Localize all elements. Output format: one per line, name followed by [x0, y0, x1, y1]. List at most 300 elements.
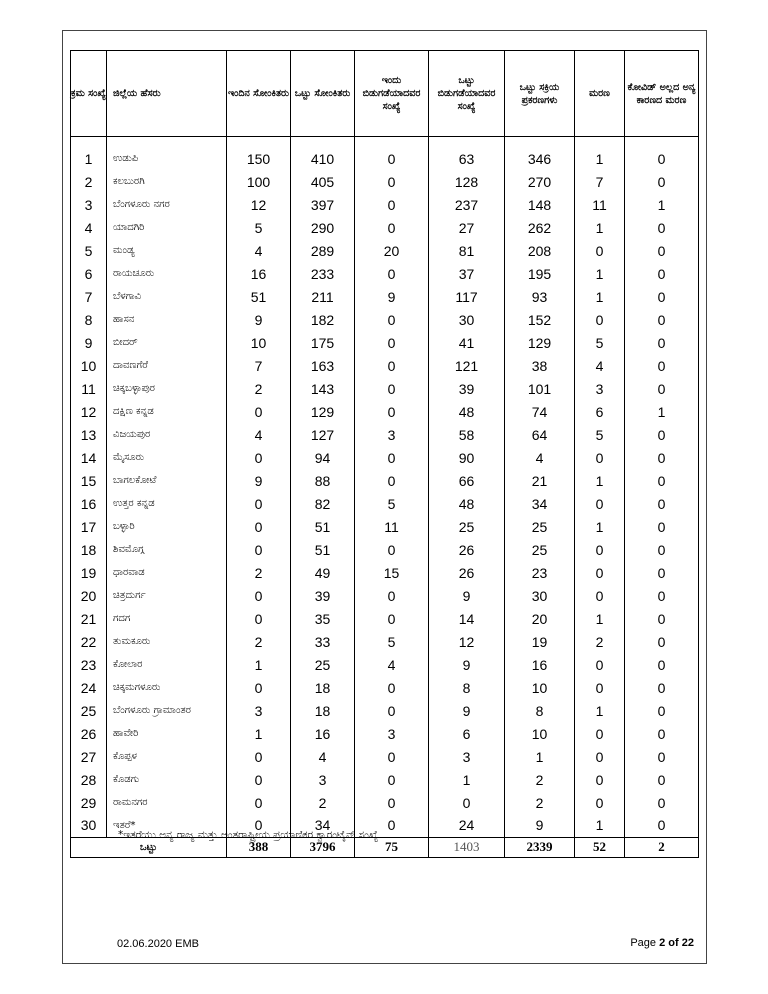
cell-active-cases: 30	[505, 584, 575, 607]
cell-deaths: 7	[575, 170, 625, 193]
cell-active-cases: 1	[505, 745, 575, 768]
cell-non-covid-deaths: 0	[625, 492, 699, 515]
cell-deaths: 6	[575, 400, 625, 423]
cell-total-infected: 39	[291, 584, 355, 607]
cell-total-discharged: 39	[429, 377, 505, 400]
cell-active-cases: 19	[505, 630, 575, 653]
cell-serial: 3	[71, 193, 107, 216]
cell-total-infected: 34	[291, 814, 355, 837]
cell-non-covid-deaths: 0	[625, 791, 699, 814]
cell-serial: 26	[71, 722, 107, 745]
cell-non-covid-deaths: 0	[625, 768, 699, 791]
cell-non-covid-deaths: 0	[625, 377, 699, 400]
table-row	[71, 469, 699, 492]
total-total-infected: 3796	[291, 837, 355, 857]
total-deaths: 52	[575, 837, 625, 857]
cell-today-infected: 0	[227, 745, 291, 768]
cell-district: ಉಡುಪಿ	[107, 147, 227, 170]
cell-deaths: 1	[575, 607, 625, 630]
table-row	[71, 423, 699, 446]
cell-today-infected: 0	[227, 400, 291, 423]
cell-today-discharged: 0	[355, 745, 429, 768]
cell-deaths: 1	[575, 469, 625, 492]
cell-today-discharged: 15	[355, 561, 429, 584]
cell-serial: 8	[71, 308, 107, 331]
cell-deaths: 0	[575, 745, 625, 768]
cell-total-infected: 18	[291, 676, 355, 699]
cell-serial: 22	[71, 630, 107, 653]
cell-serial: 30	[71, 814, 107, 837]
cell-deaths: 4	[575, 354, 625, 377]
header-row	[71, 51, 699, 137]
cell-total-discharged: 25	[429, 515, 505, 538]
header-total-infected: ಒಟ್ಟು ಸೋಂಕಿತರು	[291, 51, 355, 137]
cell-serial: 20	[71, 584, 107, 607]
cell-today-infected: 4	[227, 423, 291, 446]
cell-non-covid-deaths: 0	[625, 308, 699, 331]
cell-total-infected: 94	[291, 446, 355, 469]
cell-non-covid-deaths: 1	[625, 400, 699, 423]
cell-total-infected: 290	[291, 216, 355, 239]
cell-active-cases: 2	[505, 768, 575, 791]
cell-today-discharged: 0	[355, 699, 429, 722]
cell-active-cases: 34	[505, 492, 575, 515]
total-today-discharged: 75	[355, 837, 429, 857]
cell-active-cases: 9	[505, 814, 575, 837]
cell-district: ಮಂಡ್ಯ	[107, 239, 227, 262]
table-row	[71, 492, 699, 515]
cell-serial: 25	[71, 699, 107, 722]
cell-serial: 19	[71, 561, 107, 584]
cell-serial: 5	[71, 239, 107, 262]
cell-today-discharged: 0	[355, 216, 429, 239]
cell-total-discharged: 3	[429, 745, 505, 768]
cell-deaths: 5	[575, 331, 625, 354]
cell-total-discharged: 24	[429, 814, 505, 837]
cell-today-discharged: 0	[355, 768, 429, 791]
cell-total-discharged: 14	[429, 607, 505, 630]
cell-today-infected: 0	[227, 768, 291, 791]
cell-today-infected: 3	[227, 699, 291, 722]
cell-active-cases: 23	[505, 561, 575, 584]
table-row	[71, 262, 699, 285]
cell-deaths: 1	[575, 515, 625, 538]
cell-deaths: 0	[575, 584, 625, 607]
cell-active-cases: 4	[505, 446, 575, 469]
cell-deaths: 1	[575, 699, 625, 722]
cell-total-discharged: 37	[429, 262, 505, 285]
table-row	[71, 699, 699, 722]
cell-deaths: 1	[575, 285, 625, 308]
cell-today-discharged: 3	[355, 423, 429, 446]
cell-active-cases: 10	[505, 722, 575, 745]
header-today-infected: ಇಂದಿನ ಸೋಂಕಿತರು	[227, 51, 291, 137]
cell-active-cases: 262	[505, 216, 575, 239]
cell-serial: 12	[71, 400, 107, 423]
cell-deaths: 1	[575, 147, 625, 170]
cell-active-cases: 129	[505, 331, 575, 354]
table-row	[71, 308, 699, 331]
table-row	[71, 584, 699, 607]
cell-district: ಬೀದರ್	[107, 331, 227, 354]
cell-today-discharged: 0	[355, 377, 429, 400]
cell-today-discharged: 4	[355, 653, 429, 676]
cell-serial: 21	[71, 607, 107, 630]
cell-deaths: 1	[575, 814, 625, 837]
cell-total-infected: 163	[291, 354, 355, 377]
table-row	[71, 722, 699, 745]
cell-district: ಧಾರವಾಡ	[107, 561, 227, 584]
cell-non-covid-deaths: 1	[625, 193, 699, 216]
cell-today-infected: 2	[227, 561, 291, 584]
cell-non-covid-deaths: 0	[625, 653, 699, 676]
footer-page-number	[630, 937, 694, 949]
cell-total-infected: 49	[291, 561, 355, 584]
cell-non-covid-deaths: 0	[625, 676, 699, 699]
cell-total-infected: 175	[291, 331, 355, 354]
table-row	[71, 216, 699, 239]
table-row	[71, 745, 699, 768]
cell-today-infected: 9	[227, 308, 291, 331]
cell-district: ಹಾವೇರಿ	[107, 722, 227, 745]
cell-active-cases: 74	[505, 400, 575, 423]
page-label: Page	[630, 937, 657, 949]
cell-deaths: 11	[575, 193, 625, 216]
page-current: 2	[659, 937, 666, 949]
table-row	[71, 331, 699, 354]
cell-total-discharged: 30	[429, 308, 505, 331]
cell-district: ದಕ್ಷಿಣ ಕನ್ನಡ	[107, 400, 227, 423]
cell-total-discharged: 66	[429, 469, 505, 492]
cell-active-cases: 152	[505, 308, 575, 331]
cell-today-infected: 0	[227, 538, 291, 561]
cell-today-discharged: 0	[355, 262, 429, 285]
cell-deaths: 2	[575, 630, 625, 653]
cell-deaths: 5	[575, 423, 625, 446]
cell-today-discharged: 0	[355, 607, 429, 630]
cell-total-discharged: 121	[429, 354, 505, 377]
cell-non-covid-deaths: 0	[625, 607, 699, 630]
cell-serial: 17	[71, 515, 107, 538]
total-label: ಒಟ್ಟು	[71, 837, 227, 857]
cell-serial: 27	[71, 745, 107, 768]
cell-total-infected: 129	[291, 400, 355, 423]
cell-today-infected: 0	[227, 492, 291, 515]
table-row	[71, 170, 699, 193]
cell-today-infected: 2	[227, 630, 291, 653]
cell-today-discharged: 0	[355, 584, 429, 607]
cell-total-infected: 35	[291, 607, 355, 630]
total-total-discharged: 1403	[429, 837, 505, 857]
cell-non-covid-deaths: 0	[625, 722, 699, 745]
cell-today-discharged: 0	[355, 308, 429, 331]
cell-today-infected: 16	[227, 262, 291, 285]
cell-today-discharged: 0	[355, 791, 429, 814]
cell-total-infected: 3	[291, 768, 355, 791]
cell-active-cases: 21	[505, 469, 575, 492]
cell-total-discharged: 81	[429, 239, 505, 262]
cell-today-discharged: 0	[355, 147, 429, 170]
cell-non-covid-deaths: 0	[625, 216, 699, 239]
total-today-infected: 388	[227, 837, 291, 857]
cell-today-infected: 10	[227, 331, 291, 354]
cell-today-infected: 7	[227, 354, 291, 377]
footer-date: 02.06.2020 EMB	[117, 938, 199, 950]
cell-total-infected: 16	[291, 722, 355, 745]
cell-total-discharged: 1	[429, 768, 505, 791]
cell-deaths: 3	[575, 377, 625, 400]
cell-district: ದಾವಣಗೆರೆ	[107, 354, 227, 377]
header-serial: ಕ್ರಮ ಸಂಖ್ಯೆ	[71, 51, 107, 137]
cell-active-cases: 148	[505, 193, 575, 216]
cell-today-infected: 12	[227, 193, 291, 216]
cell-total-infected: 18	[291, 699, 355, 722]
cell-today-infected: 0	[227, 446, 291, 469]
cell-non-covid-deaths: 0	[625, 745, 699, 768]
cell-deaths: 0	[575, 722, 625, 745]
cell-non-covid-deaths: 0	[625, 561, 699, 584]
cell-serial: 10	[71, 354, 107, 377]
cell-total-infected: 211	[291, 285, 355, 308]
cell-today-discharged: 9	[355, 285, 429, 308]
header-today-discharged: ಇಂದು ಬಿಡುಗಡೆಯಾದವರ ಸಂಖ್ಯೆ	[355, 51, 429, 137]
cell-non-covid-deaths: 0	[625, 239, 699, 262]
cell-total-infected: 405	[291, 170, 355, 193]
cell-active-cases: 64	[505, 423, 575, 446]
table-row	[71, 768, 699, 791]
cell-non-covid-deaths: 0	[625, 423, 699, 446]
district-covid-table	[70, 50, 699, 858]
page-total: 22	[681, 937, 694, 949]
cell-active-cases: 10	[505, 676, 575, 699]
table-row	[71, 630, 699, 653]
cell-active-cases: 25	[505, 538, 575, 561]
cell-today-discharged: 0	[355, 469, 429, 492]
cell-district: ಕೊಪ್ಪಳ	[107, 745, 227, 768]
cell-district: ಯಾದಗಿರಿ	[107, 216, 227, 239]
cell-district: ಬೆಂಗಳೂರು ನಗರ	[107, 193, 227, 216]
cell-total-discharged: 9	[429, 584, 505, 607]
cell-total-discharged: 9	[429, 653, 505, 676]
cell-active-cases: 16	[505, 653, 575, 676]
cell-total-discharged: 48	[429, 492, 505, 515]
cell-serial: 24	[71, 676, 107, 699]
cell-active-cases: 208	[505, 239, 575, 262]
cell-non-covid-deaths: 0	[625, 814, 699, 837]
cell-today-infected: 0	[227, 676, 291, 699]
cell-serial: 28	[71, 768, 107, 791]
table-row	[71, 561, 699, 584]
header-total-discharged: ಒಟ್ಟು ಬಿಡುಗಡೆಯಾದವರ ಸಂಖ್ಯೆ	[429, 51, 505, 137]
cell-today-discharged: 3	[355, 722, 429, 745]
cell-today-infected: 1	[227, 722, 291, 745]
cell-today-discharged: 0	[355, 170, 429, 193]
table-row	[71, 515, 699, 538]
cell-active-cases: 25	[505, 515, 575, 538]
cell-deaths: 0	[575, 538, 625, 561]
spacer-row	[71, 137, 699, 148]
cell-district: ಬೆಳಗಾವಿ	[107, 285, 227, 308]
cell-serial: 23	[71, 653, 107, 676]
cell-total-discharged: 41	[429, 331, 505, 354]
cell-today-discharged: 20	[355, 239, 429, 262]
cell-today-infected: 9	[227, 469, 291, 492]
cell-serial: 13	[71, 423, 107, 446]
table-row	[71, 653, 699, 676]
header-district: ಜಿಲ್ಲೆಯ ಹೆಸರು	[107, 51, 227, 137]
cell-deaths: 0	[575, 446, 625, 469]
cell-total-discharged: 26	[429, 561, 505, 584]
cell-today-infected: 2	[227, 377, 291, 400]
table-row	[71, 193, 699, 216]
table-row	[71, 400, 699, 423]
cell-today-discharged: 0	[355, 193, 429, 216]
cell-total-infected: 397	[291, 193, 355, 216]
cell-total-infected: 88	[291, 469, 355, 492]
cell-total-infected: 51	[291, 538, 355, 561]
cell-today-discharged: 5	[355, 630, 429, 653]
cell-active-cases: 8	[505, 699, 575, 722]
header-deaths: ಮರಣ	[575, 51, 625, 137]
cell-today-infected: 0	[227, 791, 291, 814]
cell-total-infected: 33	[291, 630, 355, 653]
cell-district: ಇತರೆ*	[107, 814, 227, 837]
cell-deaths: 0	[575, 791, 625, 814]
cell-serial: 7	[71, 285, 107, 308]
table-body	[71, 137, 699, 838]
cell-non-covid-deaths: 0	[625, 285, 699, 308]
cell-district: ರಾಮನಗರ	[107, 791, 227, 814]
cell-non-covid-deaths: 0	[625, 331, 699, 354]
cell-non-covid-deaths: 0	[625, 170, 699, 193]
cell-district: ಶಿವಮೊಗ್ಗ	[107, 538, 227, 561]
cell-total-discharged: 6	[429, 722, 505, 745]
cell-total-infected: 25	[291, 653, 355, 676]
cell-today-discharged: 0	[355, 538, 429, 561]
cell-serial: 2	[71, 170, 107, 193]
cell-total-discharged: 237	[429, 193, 505, 216]
cell-active-cases: 2	[505, 791, 575, 814]
cell-today-infected: 100	[227, 170, 291, 193]
cell-total-discharged: 0	[429, 791, 505, 814]
table-row	[71, 791, 699, 814]
cell-active-cases: 93	[505, 285, 575, 308]
cell-total-discharged: 128	[429, 170, 505, 193]
cell-serial: 18	[71, 538, 107, 561]
cell-district: ಗದಗ	[107, 607, 227, 630]
cell-serial: 29	[71, 791, 107, 814]
header-non-covid-deaths: ಕೋವಿಡ್ ಅಲ್ಲದ ಅನ್ಯ ಕಾರಣದ ಮರಣ	[625, 51, 699, 137]
cell-district: ಕೊಡಗು	[107, 768, 227, 791]
cell-total-infected: 51	[291, 515, 355, 538]
cell-total-discharged: 27	[429, 216, 505, 239]
cell-today-infected: 0	[227, 515, 291, 538]
cell-district: ಚಿಕ್ಕಬಳ್ಳಾಪುರ	[107, 377, 227, 400]
cell-district: ಬಳ್ಳಾರಿ	[107, 515, 227, 538]
cell-total-discharged: 12	[429, 630, 505, 653]
cell-district: ಕೋಲಾರ	[107, 653, 227, 676]
table-row	[71, 239, 699, 262]
cell-non-covid-deaths: 0	[625, 446, 699, 469]
table-row	[71, 147, 699, 170]
total-non-covid-deaths: 2	[625, 837, 699, 857]
table-row	[71, 538, 699, 561]
cell-today-infected: 4	[227, 239, 291, 262]
cell-deaths: 0	[575, 653, 625, 676]
cell-non-covid-deaths: 0	[625, 469, 699, 492]
cell-non-covid-deaths: 0	[625, 584, 699, 607]
cell-today-infected: 51	[227, 285, 291, 308]
cell-active-cases: 195	[505, 262, 575, 285]
table-row	[71, 676, 699, 699]
table-row	[71, 446, 699, 469]
cell-total-discharged: 8	[429, 676, 505, 699]
cell-district: ಬಾಗಲಕೋಟೆ	[107, 469, 227, 492]
cell-district: ಉತ್ತರ ಕನ್ನಡ	[107, 492, 227, 515]
cell-today-discharged: 0	[355, 446, 429, 469]
table-row	[71, 354, 699, 377]
cell-non-covid-deaths: 0	[625, 630, 699, 653]
cell-serial: 11	[71, 377, 107, 400]
cell-total-infected: 4	[291, 745, 355, 768]
cell-total-infected: 127	[291, 423, 355, 446]
cell-district: ವಿಜಯಪುರ	[107, 423, 227, 446]
cell-active-cases: 38	[505, 354, 575, 377]
table-row	[71, 285, 699, 308]
header-active-cases: ಒಟ್ಟು ಸಕ್ರಿಯ ಪ್ರಕರಣಗಳು	[505, 51, 575, 137]
cell-serial: 15	[71, 469, 107, 492]
cell-active-cases: 346	[505, 147, 575, 170]
cell-total-discharged: 90	[429, 446, 505, 469]
cell-district: ಕಲಬುರಗಿ	[107, 170, 227, 193]
cell-total-infected: 410	[291, 147, 355, 170]
cell-deaths: 1	[575, 216, 625, 239]
cell-district: ತುಮಕೂರು	[107, 630, 227, 653]
cell-serial: 9	[71, 331, 107, 354]
footnote: *ಇತರೆಯು ಅನ್ಯ ರಾಜ್ಯ ಮತ್ತು ಅಂತರಾಷ್ಟ್ರೀಯ ಪ್ರಯಾಣಿಕರ ಕ್ವಾರಂಟೈನ್ ಸಂಖ್ಯೆ	[118, 829, 379, 841]
cell-today-infected: 5	[227, 216, 291, 239]
cell-non-covid-deaths: 0	[625, 147, 699, 170]
cell-total-discharged: 26	[429, 538, 505, 561]
cell-total-infected: 233	[291, 262, 355, 285]
cell-today-discharged: 0	[355, 331, 429, 354]
cell-district: ಮೈಸೂರು	[107, 446, 227, 469]
cell-serial: 1	[71, 147, 107, 170]
cell-deaths: 0	[575, 492, 625, 515]
cell-active-cases: 270	[505, 170, 575, 193]
cell-today-discharged: 11	[355, 515, 429, 538]
table-row	[71, 377, 699, 400]
cell-active-cases: 20	[505, 607, 575, 630]
cell-deaths: 0	[575, 239, 625, 262]
cell-serial: 4	[71, 216, 107, 239]
cell-deaths: 0	[575, 768, 625, 791]
cell-total-infected: 289	[291, 239, 355, 262]
cell-total-infected: 182	[291, 308, 355, 331]
cell-district: ಬೆಂಗಳೂರು ಗ್ರಾಮಾಂತರ	[107, 699, 227, 722]
cell-total-discharged: 117	[429, 285, 505, 308]
cell-deaths: 0	[575, 676, 625, 699]
cell-serial: 16	[71, 492, 107, 515]
total-active-cases: 2339	[505, 837, 575, 857]
table-row	[71, 607, 699, 630]
cell-today-infected: 0	[227, 607, 291, 630]
cell-today-discharged: 0	[355, 354, 429, 377]
cell-total-discharged: 48	[429, 400, 505, 423]
cell-active-cases: 101	[505, 377, 575, 400]
cell-district: ಹಾಸನ	[107, 308, 227, 331]
cell-non-covid-deaths: 0	[625, 354, 699, 377]
